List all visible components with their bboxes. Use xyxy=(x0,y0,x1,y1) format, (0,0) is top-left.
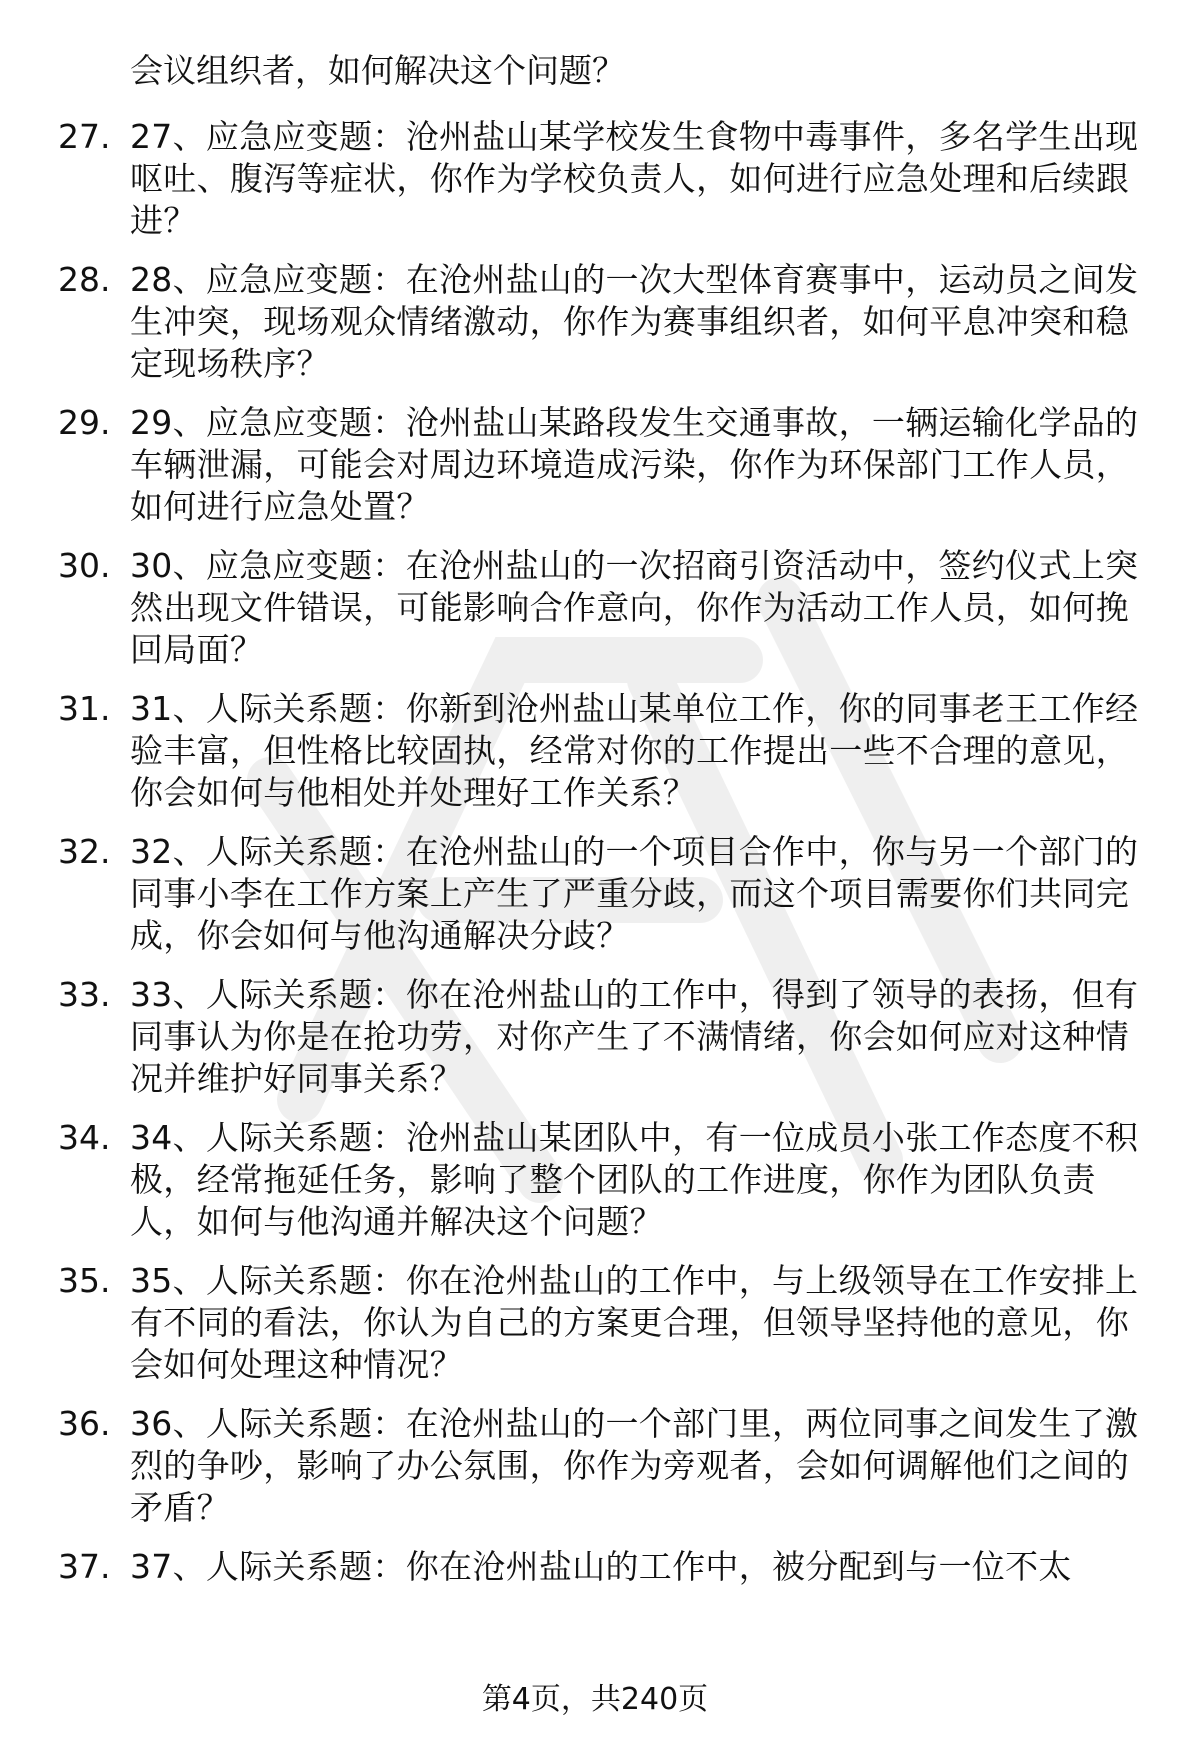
question-number: 28. xyxy=(58,260,111,299)
question-text: 28、应急应变题：在沧州盐山的一次大型体育赛事中，运动员之间发生冲突，现场观众情绪激动，你作为赛事组织者，如何平息冲突和稳定现场秩序？ xyxy=(130,260,1139,383)
list-item xyxy=(0,974,1190,1100)
question-text: 30、应急应变题：在沧州盐山的一次招商引资活动中，签约仪式上突然出现文件错误，可能影响合作意向，你作为活动工作人员，如何挽回局面？ xyxy=(130,546,1139,669)
list-item xyxy=(0,688,1190,814)
list-item xyxy=(0,831,1190,957)
list-item xyxy=(0,259,1190,385)
question-number: 36. xyxy=(58,1404,111,1443)
question-number: 35. xyxy=(58,1261,111,1300)
question-text: 32、人际关系题：在沧州盐山的一个项目合作中，你与另一个部门的同事小李在工作方案上产生了严重分歧，而这个项目需要你们共同完成，你会如何与他沟通解决分歧？ xyxy=(130,832,1139,955)
question-text: 31、人际关系题：你新到沧州盐山某单位工作，你的同事老王工作经验丰富，但性格比较固执，经常对你的工作提出一些不合理的意见，你会如何与他相处并处理好工作关系？ xyxy=(130,689,1139,812)
question-text: 35、人际关系题：你在沧州盐山的工作中，与上级领导在工作安排上有不同的看法，你认为自己的方案更合理，但领导坚持他的意见，你会如何处理这种情况？ xyxy=(130,1261,1139,1384)
question-number: 32. xyxy=(58,832,111,871)
question-text: 27、应急应变题：沧州盐山某学校发生食物中毒事件，多名学生出现呕吐、腹泻等症状，你作为学校负责人，如何进行应急处理和后续跟进？ xyxy=(130,117,1139,240)
question-text: 33、人际关系题：你在沧州盐山的工作中，得到了领导的表扬，但有同事认为你是在抢功劳，对你产生了不满情绪，你会如何应对这种情况并维护好同事关系？ xyxy=(130,975,1139,1098)
question-text: 37、人际关系题：你在沧州盐山的工作中，被分配到与一位不太 xyxy=(130,1547,1072,1586)
list-item xyxy=(0,1260,1190,1386)
question-number: 37. xyxy=(58,1547,111,1586)
question-number: 30. xyxy=(58,546,111,585)
question-number: 31. xyxy=(58,689,111,728)
list-item xyxy=(0,1117,1190,1243)
list-item xyxy=(0,116,1190,242)
list-item xyxy=(0,545,1190,671)
question-text: 34、人际关系题：沧州盐山某团队中，有一位成员小张工作态度不积极，经常拖延任务，影响了整个团队的工作进度，你作为团队负责人，如何与他沟通并解决这个问题？ xyxy=(130,1118,1139,1241)
list-item xyxy=(0,402,1190,528)
list-item xyxy=(0,1403,1190,1529)
page-number-footer: 第4页，共240页 xyxy=(481,1682,709,1717)
question-list xyxy=(0,116,1190,1605)
question-text: 29、应急应变题：沧州盐山某路段发生交通事故，一辆运输化学品的车辆泄漏，可能会对周边环境造成污染，你作为环保部门工作人员，如何进行应急处置？ xyxy=(130,403,1139,526)
question-number: 29. xyxy=(58,403,111,442)
question-number: 27. xyxy=(58,117,111,156)
question-number: 34. xyxy=(58,1118,111,1157)
question-number: 33. xyxy=(58,975,111,1014)
question-text: 36、人际关系题：在沧州盐山的一个部门里，两位同事之间发生了激烈的争吵，影响了办公氛围，你作为旁观者，会如何调解他们之间的矛盾？ xyxy=(130,1404,1139,1527)
list-item xyxy=(0,1546,1190,1588)
continuation-text: 会议组织者，如何解决这个问题？ xyxy=(130,51,625,90)
